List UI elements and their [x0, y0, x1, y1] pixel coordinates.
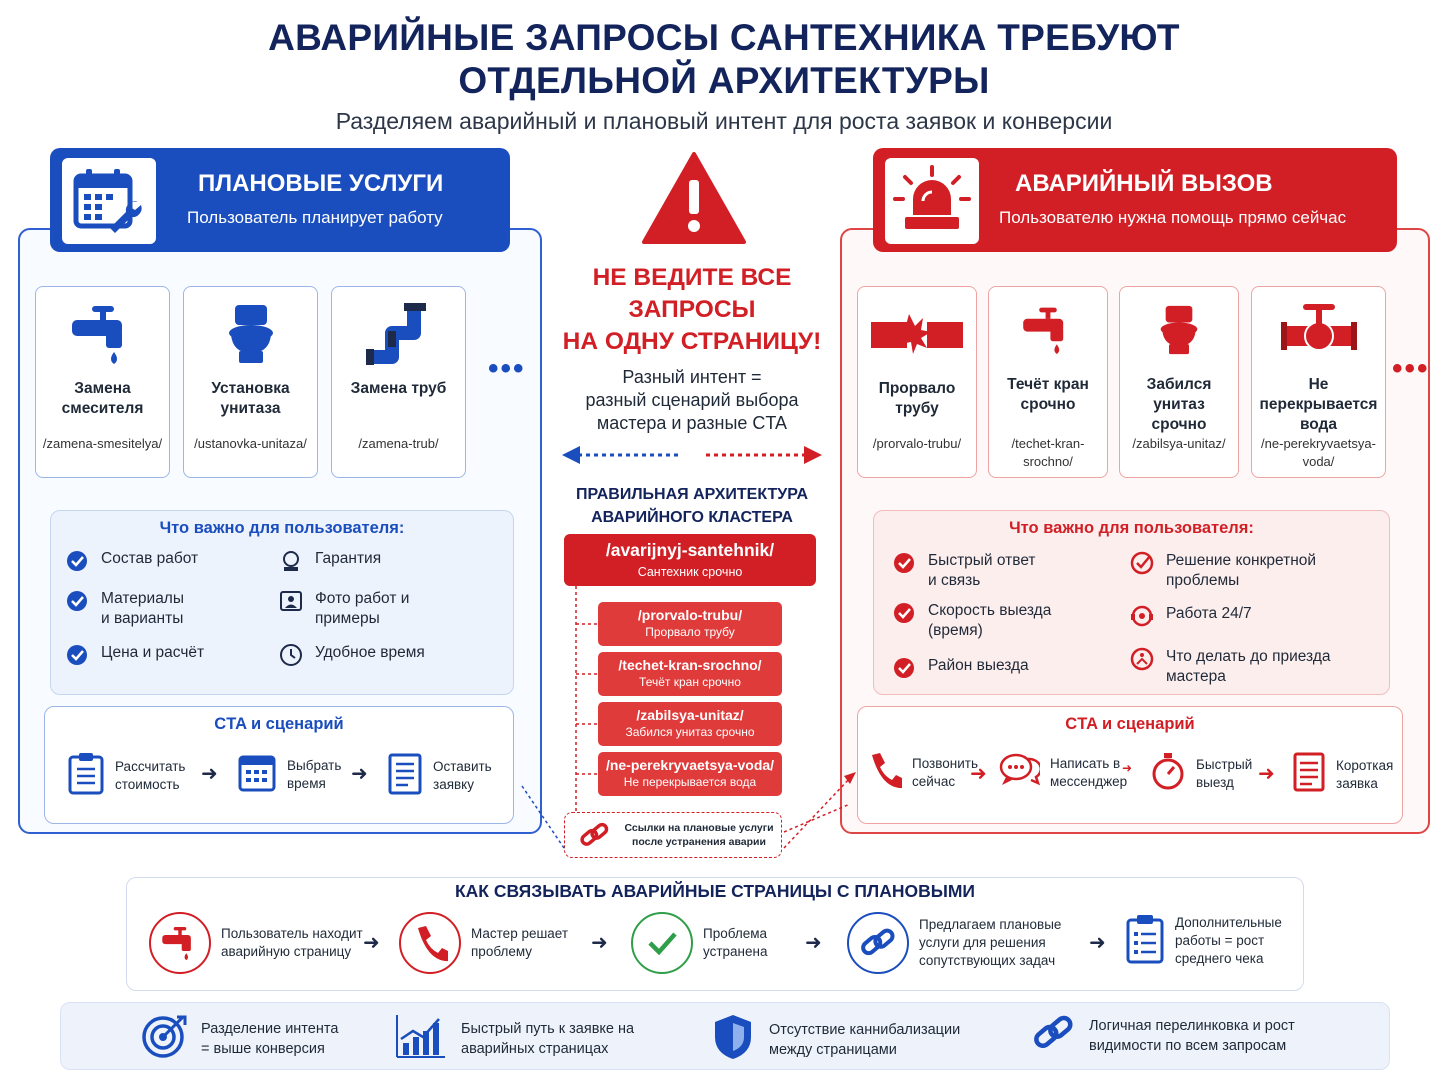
- emergency-feature: Скорость выезда (время): [892, 601, 1092, 641]
- service-name: Замена смесителя: [61, 380, 144, 417]
- link-icon: [1033, 1013, 1075, 1059]
- emergency-cta-panel: [857, 706, 1403, 824]
- architecture-title: ПРАВИЛЬНАЯ АРХИТЕКТУРА АВАРИЙНОГО КЛАСТЕРА: [575, 486, 809, 526]
- link-icon: [847, 912, 909, 974]
- planned-title: ПЛАНОВЫЕ УСЛУГИ: [198, 170, 444, 197]
- emergency-feature: Быстрый ответ и связь: [892, 551, 1092, 591]
- flow-step-problem-solved: Проблема устранена: [631, 912, 811, 974]
- calendar-icon: [237, 751, 277, 798]
- title-line-1: АВАРИЙНЫЕ ЗАПРОСЫ САНТЕХНИКА ТРЕБУЮТ: [268, 17, 1180, 58]
- planned-feature: Фото работ и примеры: [279, 589, 419, 629]
- service-card-zabilsya-unitaz[interactable]: [1119, 286, 1239, 478]
- planned-important-panel: [50, 510, 514, 695]
- phone-icon: [399, 912, 461, 974]
- planned-feature: Гарантия: [279, 549, 479, 573]
- arrow-right-icon: ➜: [1122, 761, 1133, 775]
- arrow-right-icon: ➜: [970, 763, 987, 785]
- check-icon: [631, 912, 693, 974]
- arrow-right-icon: ➜: [1089, 932, 1106, 954]
- guarantee-icon: [279, 549, 303, 573]
- target-icon: [141, 1013, 187, 1065]
- cta-short-request-button[interactable]: Короткая заявка: [1292, 751, 1402, 798]
- emergency-feature: Решение конкретной проблемы: [1130, 551, 1350, 591]
- service-card-zamena-trub[interactable]: [331, 286, 466, 478]
- service-card-ne-perekryvaetsya[interactable]: [1251, 286, 1386, 478]
- cluster-child-page[interactable]: /ne-perekryvaetsya-voda/ Не перекрывается вода: [598, 752, 782, 796]
- check-icon: [65, 589, 89, 613]
- warning-triangle-icon: [640, 150, 748, 251]
- service-url: /zamena-smesitelya/: [42, 436, 163, 451]
- service-name: Течёт кран срочно: [1007, 376, 1089, 413]
- emergency-feature: Что делать до приезда мастера: [1130, 647, 1350, 687]
- title-line-2: ОТДЕЛЬНОЙ АРХИТЕКТУРЫ: [458, 60, 990, 101]
- flow-step-offer-planned: Предлагаем плановые услуги для решения сопутствующих задач: [847, 912, 1087, 974]
- service-name: Прорвало трубу: [878, 380, 956, 417]
- emergency-important-title: Что важно для пользователя:: [1009, 519, 1254, 537]
- faucet-icon: [149, 912, 211, 974]
- info-icon: [1130, 647, 1154, 671]
- arrow-right-icon: ➜: [1258, 763, 1275, 785]
- check-icon: [65, 643, 89, 667]
- check-icon: [892, 601, 916, 625]
- planned-cta-panel: [44, 706, 514, 824]
- flow-step-extra-works: Дополнительные работы = рост среднего чека: [1125, 912, 1295, 969]
- photo-icon: [279, 589, 303, 613]
- cta-leave-request-button[interactable]: Оставить заявку: [387, 751, 507, 800]
- faucet-icon: [36, 299, 169, 369]
- intent-text: Разный интент = разный сценарий выбора мастера и разные CTA: [585, 367, 799, 433]
- emergency-header: [873, 148, 1397, 252]
- growth-chart-icon: [395, 1013, 447, 1065]
- service-card-techet-kran[interactable]: [988, 286, 1108, 478]
- support-icon: [1130, 604, 1154, 628]
- cta-calculate-button[interactable]: Рассчитать стоимость: [67, 751, 197, 800]
- target-icon: [1130, 551, 1154, 575]
- planned-subtitle: Пользователь планирует работу: [187, 208, 443, 227]
- cta-choose-time-button[interactable]: Выбрать время: [237, 751, 357, 798]
- check-icon: [892, 551, 916, 575]
- more-services-planned[interactable]: •••: [488, 352, 526, 385]
- cta-messenger-button[interactable]: Написать в мессенджер: [998, 751, 1148, 794]
- chat-icon: [998, 751, 1040, 794]
- split-arrows: [560, 444, 824, 471]
- benefit-item: Логичная перелинковка и рост видимости по всем запросам: [1033, 1013, 1333, 1059]
- emergency-title: АВАРИЙНЫЙ ВЫЗОВ: [1015, 170, 1273, 197]
- service-url: /ustanovka-unitaza/: [194, 436, 307, 451]
- check-icon: [892, 656, 916, 680]
- benefit-item: Быстрый путь к заявке на аварийных страницах: [395, 1013, 695, 1065]
- service-name: Не перекрывается вода: [1259, 376, 1378, 433]
- flow-title: КАК СВЯЗЫВАТЬ АВАРИЙНЫЕ СТРАНИЦЫ С ПЛАНОВЫМИ: [454, 881, 976, 901]
- service-name: Забился унитаз срочно: [1146, 376, 1212, 433]
- burst-pipe-icon: [858, 299, 976, 369]
- calendar-wrench-icon: [62, 158, 156, 244]
- valve-icon: [1252, 295, 1385, 365]
- arrow-right-icon: ➜: [351, 763, 368, 785]
- cluster-child-page[interactable]: /prorvalo-trubu/ Прорвало трубу: [598, 602, 782, 646]
- clipboard-icon: [1125, 912, 1165, 969]
- check-icon: [65, 549, 89, 573]
- cta-fast-visit-button[interactable]: Быстрый выезд: [1150, 751, 1260, 796]
- faucet-icon: [989, 295, 1107, 365]
- flow-step-find-page: Пользователь находит аварийную страницу: [149, 912, 369, 974]
- service-url: /zabilsya-unitaz/: [1132, 436, 1226, 451]
- service-url: /zamena-trub/: [358, 436, 439, 451]
- cta-call-now-button[interactable]: Позвонить сейчас: [866, 751, 978, 794]
- more-services-emergency[interactable]: •••: [1392, 352, 1430, 385]
- service-name: Замена труб: [350, 380, 447, 397]
- siren-icon: [885, 158, 979, 244]
- cluster-hub-page[interactable]: /avarijnyj-santehnik/ Сантехник срочно: [564, 534, 816, 586]
- emergency-feature: Район выезда: [892, 656, 1092, 680]
- service-card-prorvalo-trubu[interactable]: [857, 286, 977, 478]
- cluster-child-page[interactable]: /techet-kran-srochno/ Течёт кран срочно: [598, 652, 782, 696]
- benefit-item: Разделение интента = выше конверсия: [141, 1013, 401, 1065]
- planned-important-title: Что важно для пользователя:: [159, 519, 405, 537]
- warning-text: НЕ ВЕДИТЕ ВСЕ ЗАПРОСЫ НА ОДНУ СТРАНИЦУ!: [562, 264, 822, 355]
- arrow-right-icon: ➜: [591, 932, 608, 954]
- flow-step-master-fixes: Мастер решает проблему: [399, 912, 599, 974]
- link-connectors: [520, 766, 860, 861]
- pipe-icon: [332, 299, 465, 369]
- cross-links-note: Ссылки на плановые услуги после устранения аварии: [564, 812, 782, 858]
- service-url: /techet-kran-srochno/: [1011, 436, 1085, 469]
- benefit-item: Отсутствие каннибализации между страницами: [711, 1013, 1011, 1067]
- planned-feature: Цена и расчёт: [65, 643, 255, 667]
- form-icon: [1292, 751, 1326, 798]
- clipboard-icon: [67, 751, 105, 800]
- planned-feature: Состав работ: [65, 549, 255, 573]
- toilet-icon: [1120, 295, 1238, 365]
- service-card-zamena-smesitelya[interactable]: [35, 286, 170, 478]
- page-title: [0, 16, 1448, 102]
- benefits-bar: [60, 1002, 1390, 1070]
- emergency-important-panel: [873, 510, 1390, 695]
- form-icon: [387, 751, 423, 800]
- toilet-icon: [184, 299, 317, 369]
- phone-icon: [866, 751, 902, 794]
- planned-feature: Материалы и варианты: [65, 589, 195, 629]
- service-url: /ne-perekryvaetsya-voda/: [1261, 436, 1376, 469]
- arrow-right-icon: ➜: [363, 932, 380, 954]
- emergency-subtitle: Пользователю нужна помощь прямо сейчас: [999, 208, 1347, 227]
- clock-icon: [279, 643, 303, 667]
- planned-header: [50, 148, 510, 252]
- arrow-right-icon: ➜: [201, 763, 218, 785]
- arrow-right-icon: ➜: [805, 932, 822, 954]
- emergency-feature: Работа 24/7: [1130, 604, 1330, 628]
- planned-cta-title: CTA и сценарий: [214, 715, 344, 733]
- service-url: /prorvalo-trubu/: [872, 436, 962, 451]
- linking-flow-panel: [126, 877, 1304, 991]
- stopwatch-icon: [1150, 751, 1186, 796]
- planned-feature: Удобное время: [279, 643, 479, 667]
- page-subtitle: Разделяем аварийный и плановый интент для роста заявок и конверсии: [335, 108, 1113, 134]
- cluster-child-page[interactable]: /zabilsya-unitaz/ Забился унитаз срочно: [598, 702, 782, 746]
- service-card-ustanovka-unitaza[interactable]: [183, 286, 318, 478]
- service-name: Установка унитаза: [211, 380, 290, 417]
- emergency-cta-title: CTA и сценарий: [1065, 715, 1195, 733]
- shield-icon: [711, 1013, 755, 1067]
